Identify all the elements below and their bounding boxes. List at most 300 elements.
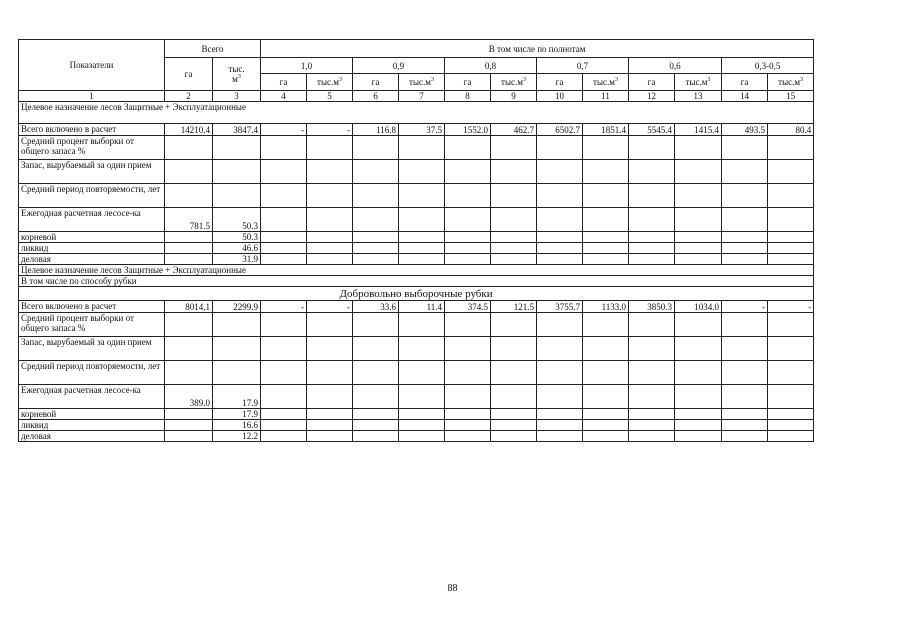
table-cell <box>353 361 399 385</box>
table-cell: 1851.4 <box>583 124 629 136</box>
row-label: ликвид <box>19 420 165 431</box>
table-cell <box>768 409 814 420</box>
table-cell <box>768 313 814 337</box>
table-row <box>19 160 814 184</box>
unit-thousand-m3: $тыс.м^3$ <box>768 74 814 91</box>
table-cell: - <box>307 301 353 313</box>
table-cell <box>583 184 629 208</box>
table-cell <box>675 409 722 420</box>
table-cell <box>629 184 675 208</box>
row-label: Запас, вырубаемый за один прием <box>19 160 165 184</box>
row-label: деловая <box>19 431 165 442</box>
row-label: Всего включено в расчет <box>19 301 165 313</box>
table-cell <box>307 232 353 243</box>
table-cell: 3755.7 <box>537 301 583 313</box>
table-cell <box>491 232 537 243</box>
table-cell <box>445 136 491 160</box>
table-cell <box>491 361 537 385</box>
table-cell <box>307 337 353 361</box>
table-cell <box>165 337 213 361</box>
table-cell: - <box>261 301 307 313</box>
table-cell <box>768 160 814 184</box>
table-cell <box>491 337 537 361</box>
table-row <box>19 409 814 420</box>
column-number: 11 <box>583 91 629 102</box>
table-cell <box>537 337 583 361</box>
table-cell <box>722 361 768 385</box>
table-cell <box>165 243 213 254</box>
column-number: 1 <box>19 91 165 102</box>
table-cell <box>399 254 445 265</box>
row-label: Средний период повторяемости, лет <box>19 184 165 208</box>
table-cell <box>722 136 768 160</box>
row-label: Средний процент выборки от общего запаса % <box>19 136 165 160</box>
table-cell <box>445 243 491 254</box>
table-cell <box>399 431 445 442</box>
table-cell: 1034.0 <box>675 301 722 313</box>
table-cell <box>491 136 537 160</box>
table-cell <box>261 385 307 409</box>
header-total: Всего <box>165 40 261 58</box>
table-cell: 33.6 <box>353 301 399 313</box>
table-cell <box>537 254 583 265</box>
table-cell <box>583 232 629 243</box>
table-row <box>19 208 814 232</box>
row-label: деловая <box>19 254 165 265</box>
table-cell <box>768 208 814 232</box>
unit-ha: га <box>722 74 768 91</box>
table-row <box>19 184 814 208</box>
table-cell <box>165 409 213 420</box>
table-cell: 116.8 <box>353 124 399 136</box>
density-header: 0,8 <box>445 58 537 74</box>
table-cell <box>261 184 307 208</box>
table-cell <box>722 232 768 243</box>
table-cell <box>629 409 675 420</box>
table-cell <box>261 254 307 265</box>
table-cell <box>768 385 814 409</box>
table-cell <box>768 232 814 243</box>
table-cell <box>583 160 629 184</box>
table-cell <box>768 361 814 385</box>
column-number: 2 <box>165 91 213 102</box>
table-cell <box>399 409 445 420</box>
table-cell <box>307 136 353 160</box>
table-cell <box>491 431 537 442</box>
column-number: 3 <box>213 91 261 102</box>
table-cell: 12.2 <box>213 431 261 442</box>
table-cell <box>675 243 722 254</box>
table-cell <box>399 208 445 232</box>
table-cell <box>445 232 491 243</box>
table-cell <box>675 208 722 232</box>
table-cell <box>675 232 722 243</box>
table-cell <box>722 254 768 265</box>
row-label: Ежегодная расчетная лесосе-ка <box>19 208 165 232</box>
table-cell <box>629 232 675 243</box>
table-cell <box>537 313 583 337</box>
table-cell <box>629 243 675 254</box>
table-cell <box>445 385 491 409</box>
table-cell <box>537 385 583 409</box>
table-cell <box>675 184 722 208</box>
table-cell <box>353 160 399 184</box>
table-cell <box>629 431 675 442</box>
table-cell <box>213 184 261 208</box>
row-label: Ежегодная расчетная лесосе-ка <box>19 385 165 409</box>
table-cell <box>307 409 353 420</box>
table-cell: 31.9 <box>213 254 261 265</box>
density-header: 0,3-0,5 <box>722 58 814 74</box>
table-cell <box>768 420 814 431</box>
unit-ha: га <box>353 74 399 91</box>
table-cell <box>445 409 491 420</box>
table-cell: 37.5 <box>399 124 445 136</box>
density-header: 0,9 <box>353 58 445 74</box>
table-cell <box>583 361 629 385</box>
table-cell <box>491 313 537 337</box>
row-label: Средний процент выборки от общего запаса % <box>19 313 165 337</box>
column-number: 9 <box>491 91 537 102</box>
table-cell <box>583 254 629 265</box>
table-cell: 5545.4 <box>629 124 675 136</box>
unit-ha: га <box>629 74 675 91</box>
table-cell <box>307 243 353 254</box>
table-cell <box>445 184 491 208</box>
table-cell <box>307 385 353 409</box>
table-cell: 17.9 <box>213 409 261 420</box>
table-cell: 389.0 <box>165 385 213 409</box>
table-cell <box>583 431 629 442</box>
table-cell <box>491 160 537 184</box>
table-cell <box>165 184 213 208</box>
table-cell: 3850.3 <box>629 301 675 313</box>
column-number: 5 <box>307 91 353 102</box>
table-cell <box>353 409 399 420</box>
table-cell <box>629 160 675 184</box>
table-cell: 493.5 <box>722 124 768 136</box>
table-cell <box>261 243 307 254</box>
table-cell: 1552.0 <box>445 124 491 136</box>
table-cell <box>445 313 491 337</box>
unit-ha: га <box>537 74 583 91</box>
table-cell <box>261 136 307 160</box>
table-cell <box>537 361 583 385</box>
table-cell <box>445 160 491 184</box>
table-cell <box>307 431 353 442</box>
table-cell <box>722 313 768 337</box>
table-cell <box>261 361 307 385</box>
table-cell <box>629 208 675 232</box>
forest-calc-table <box>18 39 814 442</box>
table-cell <box>491 243 537 254</box>
column-number: 4 <box>261 91 307 102</box>
table-cell <box>307 313 353 337</box>
table-cell: 781.5 <box>165 208 213 232</box>
table-cell <box>399 243 445 254</box>
table-cell <box>629 136 675 160</box>
table-row <box>19 136 814 160</box>
table-cell: 6502.7 <box>537 124 583 136</box>
table-cell <box>722 243 768 254</box>
table-row <box>19 385 814 409</box>
unit-thousand-m3: $тыс.м^3$ <box>491 74 537 91</box>
table-row <box>19 254 814 265</box>
table-cell <box>537 184 583 208</box>
table-cell <box>722 431 768 442</box>
table-row <box>19 313 814 337</box>
table-cell <box>353 136 399 160</box>
page-number: 88 <box>447 583 458 594</box>
column-number: 10 <box>537 91 583 102</box>
table-cell <box>353 313 399 337</box>
column-number: 7 <box>399 91 445 102</box>
table-cell: 50.3 <box>213 208 261 232</box>
table-cell <box>261 313 307 337</box>
section-heading: Добровольно выборочные рубки <box>19 287 814 301</box>
table-cell <box>583 385 629 409</box>
table-cell <box>165 420 213 431</box>
table-cell <box>353 337 399 361</box>
table-cell <box>399 361 445 385</box>
table-cell <box>491 420 537 431</box>
header-total-m3: тыс. $м^3$ <box>213 58 261 91</box>
table-cell <box>629 337 675 361</box>
table-cell <box>537 431 583 442</box>
table-row <box>19 301 814 313</box>
column-number: 6 <box>353 91 399 102</box>
table-cell <box>165 232 213 243</box>
table-cell <box>768 431 814 442</box>
table-cell <box>583 243 629 254</box>
unit-thousand-m3: $тыс.м^3$ <box>399 74 445 91</box>
table-cell: 16.6 <box>213 420 261 431</box>
density-header: 1,0 <box>261 58 353 74</box>
table-cell <box>261 409 307 420</box>
table-cell <box>629 254 675 265</box>
row-label: Средний период повторяемости, лет <box>19 361 165 385</box>
table-cell <box>583 208 629 232</box>
table-cell: 1415.4 <box>675 124 722 136</box>
table-cell <box>261 431 307 442</box>
density-header: 0,6 <box>629 58 722 74</box>
table-cell <box>165 160 213 184</box>
table-cell <box>537 232 583 243</box>
table-cell <box>307 361 353 385</box>
table-cell <box>629 361 675 385</box>
table-cell <box>675 313 722 337</box>
table-cell <box>445 431 491 442</box>
table-cell <box>675 160 722 184</box>
table-cell <box>307 208 353 232</box>
table-cell <box>307 254 353 265</box>
table-cell <box>399 136 445 160</box>
table-cell: 2299.9 <box>213 301 261 313</box>
table-cell <box>583 409 629 420</box>
table-cell <box>722 420 768 431</box>
table-cell <box>768 184 814 208</box>
table-cell <box>445 361 491 385</box>
table-cell <box>537 136 583 160</box>
table-cell <box>675 361 722 385</box>
table-cell: 80.4 <box>768 124 814 136</box>
table-cell <box>675 337 722 361</box>
table-cell <box>491 184 537 208</box>
unit-ha: га <box>445 74 491 91</box>
table-cell <box>261 160 307 184</box>
section-method: В том числе по способу рубки <box>19 276 814 287</box>
table-cell <box>261 208 307 232</box>
table-cell <box>213 160 261 184</box>
table-cell <box>399 184 445 208</box>
table-cell <box>675 385 722 409</box>
table-cell <box>768 337 814 361</box>
table-cell <box>629 313 675 337</box>
unit-thousand-m3: $тыс.м^3$ <box>307 74 353 91</box>
header-indicators: Показатели <box>19 40 165 91</box>
table-cell <box>583 420 629 431</box>
table-cell <box>722 409 768 420</box>
table-cell <box>722 160 768 184</box>
table-cell <box>165 361 213 385</box>
table-cell <box>165 313 213 337</box>
row-label: корневой <box>19 232 165 243</box>
table-cell <box>768 243 814 254</box>
row-label: Запас, вырубаемый за один прием <box>19 337 165 361</box>
table-cell <box>165 254 213 265</box>
table-cell <box>399 232 445 243</box>
table-cell <box>445 337 491 361</box>
header-total-ha: га <box>165 58 213 91</box>
table-cell <box>353 385 399 409</box>
table-row <box>19 232 814 243</box>
table-cell <box>491 409 537 420</box>
table-cell <box>583 337 629 361</box>
table-cell <box>583 313 629 337</box>
table-cell <box>491 208 537 232</box>
table-cell <box>213 337 261 361</box>
table-cell <box>768 254 814 265</box>
table-cell <box>583 136 629 160</box>
table-cell: 1133.0 <box>583 301 629 313</box>
table-cell: 462.7 <box>491 124 537 136</box>
table-cell: - <box>768 301 814 313</box>
table-cell: 3847.4 <box>213 124 261 136</box>
section-purpose: Целевое назначение лесов Защитные + Эксплуатационные <box>19 102 814 124</box>
table-cell <box>537 243 583 254</box>
column-number: 14 <box>722 91 768 102</box>
table-cell <box>307 184 353 208</box>
table-cell <box>399 385 445 409</box>
table-cell <box>722 184 768 208</box>
table-cell <box>675 431 722 442</box>
table-cell <box>491 385 537 409</box>
section-purpose: Целевое назначение лесов Защитные + Эксплуатационные <box>19 265 814 276</box>
table-cell: 121.5 <box>491 301 537 313</box>
table-cell <box>537 160 583 184</box>
table-cell <box>491 254 537 265</box>
table-row <box>19 361 814 385</box>
row-label: Всего включено в расчет <box>19 124 165 136</box>
table-cell <box>675 136 722 160</box>
row-label: ликвид <box>19 243 165 254</box>
table-cell <box>675 420 722 431</box>
table-cell <box>768 136 814 160</box>
table-cell <box>213 361 261 385</box>
table-row <box>19 337 814 361</box>
table-cell <box>213 136 261 160</box>
column-number: 15 <box>768 91 814 102</box>
table-row <box>19 420 814 431</box>
table-cell: 14210.4 <box>165 124 213 136</box>
table-cell <box>353 232 399 243</box>
table-cell <box>445 420 491 431</box>
table-cell <box>629 385 675 409</box>
table-cell <box>261 420 307 431</box>
density-header: 0,7 <box>537 58 629 74</box>
table-cell <box>213 313 261 337</box>
table-cell: - <box>722 301 768 313</box>
table-cell <box>722 337 768 361</box>
table-cell <box>261 232 307 243</box>
unit-thousand-m3: $тыс.м^3$ <box>675 74 722 91</box>
table-cell <box>629 420 675 431</box>
table-cell <box>445 254 491 265</box>
table-cell: 8014,1 <box>165 301 213 313</box>
table-cell: - <box>261 124 307 136</box>
table-cell <box>353 254 399 265</box>
table-cell <box>307 160 353 184</box>
table-cell <box>399 160 445 184</box>
table-cell <box>537 208 583 232</box>
table-cell <box>353 184 399 208</box>
table-cell <box>399 337 445 361</box>
table-cell <box>353 431 399 442</box>
table-cell: - <box>307 124 353 136</box>
unit-thousand-m3: $тыс.м^3$ <box>583 74 629 91</box>
table-cell <box>537 420 583 431</box>
table-row <box>19 243 814 254</box>
table-cell <box>675 254 722 265</box>
table-cell <box>537 409 583 420</box>
table-cell: 46.6 <box>213 243 261 254</box>
table-cell: 374.5 <box>445 301 491 313</box>
table-cell: 17.9 <box>213 385 261 409</box>
table-cell <box>445 208 491 232</box>
table-cell <box>165 431 213 442</box>
header-by-density: В том числе по полнотам <box>261 40 814 58</box>
column-number: 8 <box>445 91 491 102</box>
table-cell: 50.3 <box>213 232 261 243</box>
unit-ha: га <box>261 74 307 91</box>
table-row <box>19 124 814 136</box>
table-cell <box>399 420 445 431</box>
table-cell <box>722 385 768 409</box>
table-cell <box>353 208 399 232</box>
table-cell <box>307 420 353 431</box>
table-cell <box>165 136 213 160</box>
row-label: корневой <box>19 409 165 420</box>
table-cell <box>399 313 445 337</box>
table-cell <box>353 243 399 254</box>
column-number: 13 <box>675 91 722 102</box>
table-cell <box>261 337 307 361</box>
table-cell <box>353 420 399 431</box>
table-cell <box>722 208 768 232</box>
table-cell: 11.4 <box>399 301 445 313</box>
table-row <box>19 431 814 442</box>
column-number: 12 <box>629 91 675 102</box>
